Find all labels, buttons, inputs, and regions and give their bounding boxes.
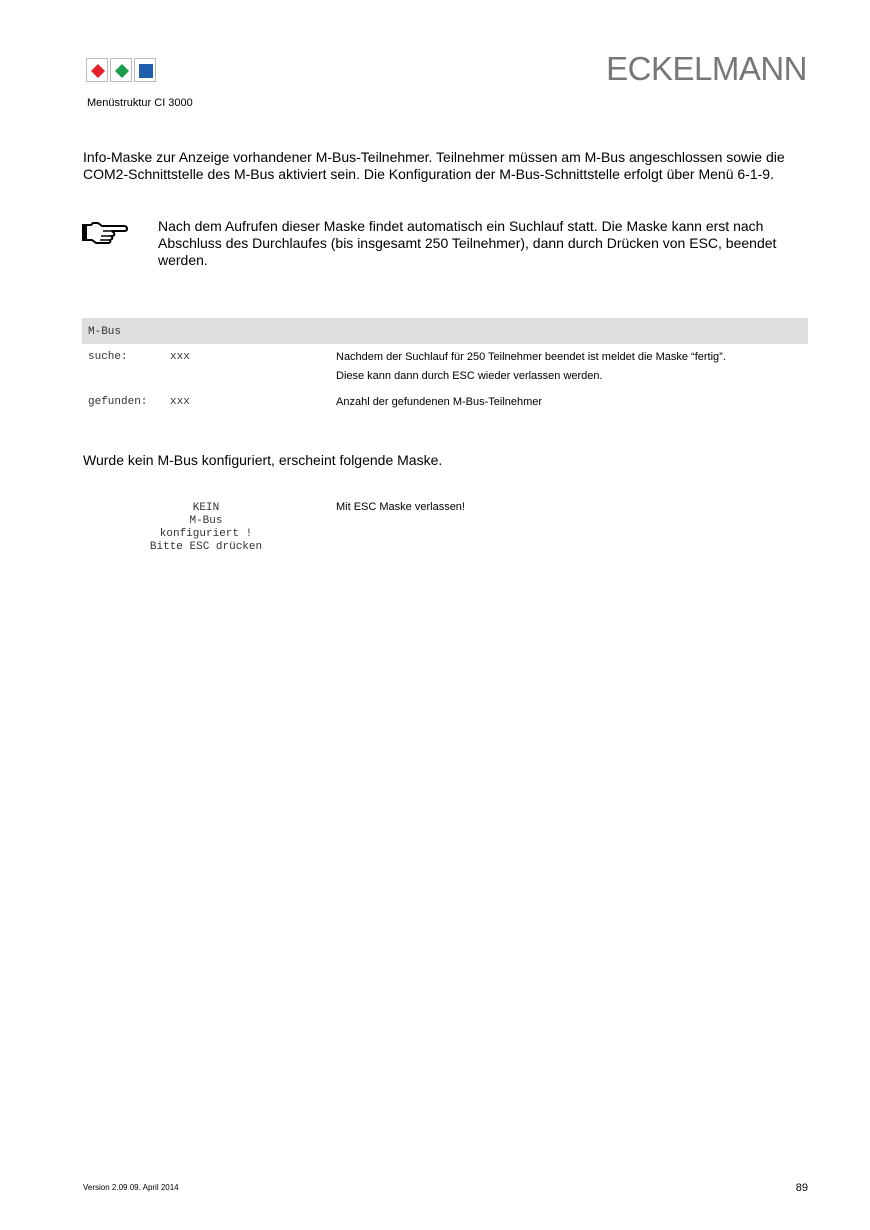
- row-suche-label: suche:: [88, 351, 128, 363]
- document-subtitle: Menüstruktur CI 3000: [87, 97, 193, 109]
- red-diamond-icon: [91, 64, 105, 78]
- logo-box-blue: [134, 58, 156, 82]
- footer-version: Version 2.09 09. April 2014: [83, 1183, 179, 1192]
- row-suche-desc-2: Diese kann dann durch ESC wieder verlassen werden.: [336, 370, 603, 382]
- row-gefunden-desc: Anzahl der gefundenen M-Bus-Teilnehmer: [336, 396, 543, 408]
- row-gefunden-label: gefunden:: [88, 396, 148, 408]
- mask-title-bar: [82, 318, 808, 344]
- logo-box-green: [110, 58, 132, 82]
- mask2-line-4: Bitte ESC drücken: [149, 541, 263, 553]
- kein-mbus-mask: [120, 502, 292, 554]
- second-heading: Wurde kein M-Bus konfiguriert, erscheint folgende Maske.: [83, 452, 443, 468]
- page-number: 89: [795, 1182, 808, 1194]
- mask2-line-2: M-Bus: [189, 515, 223, 527]
- logo-box-red: [86, 58, 108, 82]
- row-gefunden-value: xxx: [170, 396, 190, 408]
- mask-title: M-Bus: [88, 326, 122, 338]
- mask2-line-3: konfiguriert !: [159, 528, 253, 540]
- brand-logo-text: ECKELMANN: [606, 50, 807, 87]
- blue-square-icon: [139, 64, 153, 78]
- row-suche-value: xxx: [170, 351, 190, 363]
- pointing-hand-icon: [82, 220, 128, 244]
- mask2-line-1: KEIN: [192, 502, 220, 514]
- intro-paragraph: Info-Maske zur Anzeige vorhandener M-Bus-Teilnehmer. Teilnehmer müssen am M-Bus angeschlossen sowie die COM2-Schnittstelle des M-Bus aktiviert sein. Die Konfiguration der M-Bus-Schnittstelle erfolgt über Menü 6-1-9.: [83, 149, 785, 182]
- green-diamond-icon: [115, 64, 129, 78]
- mask2-desc: Mit ESC Maske verlassen!: [336, 501, 465, 513]
- row-suche-desc-1: Nachdem der Suchlauf für 250 Teilnehmer beendet ist meldet die Maske “fertig”.: [336, 351, 726, 363]
- note-text: Nach dem Aufrufen dieser Maske findet automatisch ein Suchlauf statt. Die Maske kann erst nach Abschluss des Durchlaufes (bis insgesamt 250 Teilnehmer), dann durch Drücken von ESC, beendet werden.: [158, 218, 777, 268]
